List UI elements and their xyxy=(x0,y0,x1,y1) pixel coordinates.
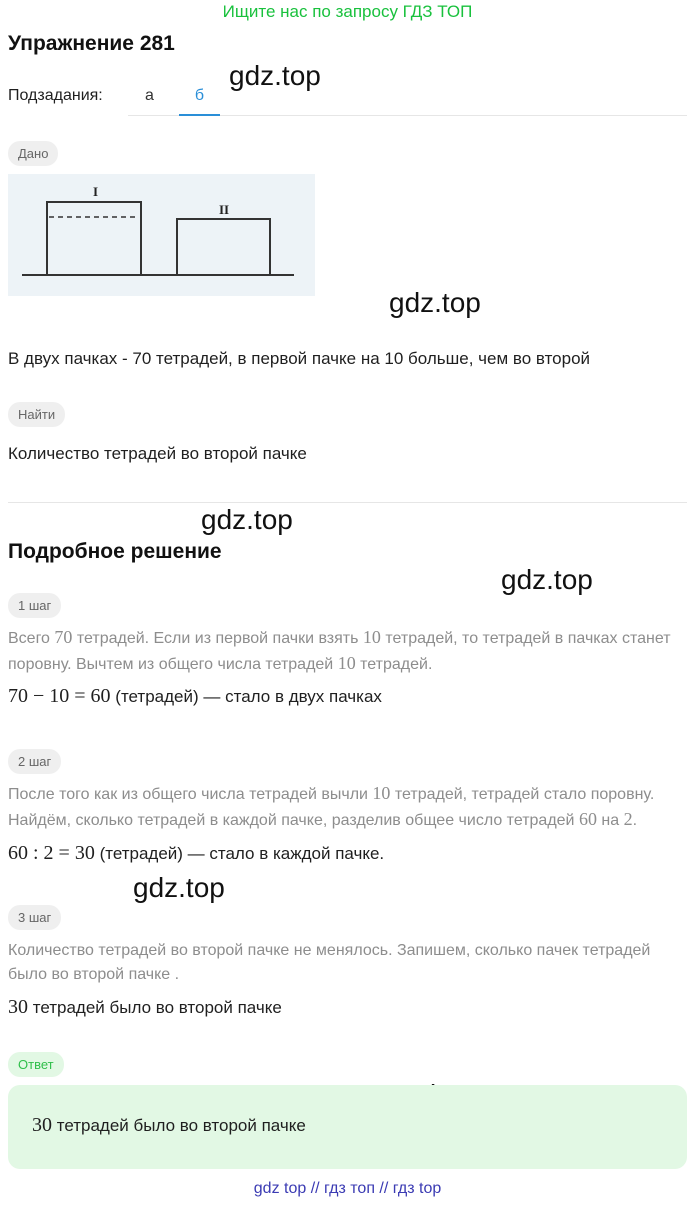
find-pill: Найти xyxy=(8,402,65,427)
step-2-explanation: После того как из общего числа тетрадей вычли 10 тетрадей, тетрадей стало поровну. Найдём, сколько тетрадей в каждой пачке, разделив общее число тетрадей 60 на 2. xyxy=(8,783,655,829)
solution-title: Подробное решение xyxy=(8,540,222,563)
tab-subtask-a[interactable]: а xyxy=(145,87,154,104)
step-3-pill: 3 шаг xyxy=(8,905,61,930)
answer-text: 30 тетрадей было во второй пачке xyxy=(32,1114,306,1136)
figure-label-ii: II xyxy=(219,202,230,217)
answer-pill: Ответ xyxy=(8,1052,64,1077)
task-figure xyxy=(8,174,315,296)
bar-diagram-figure xyxy=(8,174,315,296)
page-title: Упражнение 281 xyxy=(8,32,175,55)
active-tab-indicator xyxy=(179,114,220,116)
watermark: gdz.top xyxy=(201,504,293,535)
find-text: Количество тетрадей во второй пачке xyxy=(8,444,307,463)
step-3-formula: 30 тетрадей было во второй пачке xyxy=(8,996,282,1018)
step-1-formula: 70 − 10 = 60 (тетрадей) — стало в двух пачках xyxy=(8,685,382,707)
footer-links[interactable]: gdz top // гдз топ // гдз top xyxy=(253,1180,442,1197)
search-banner-link[interactable]: Ищите нас по запросу ГДЗ ТОП xyxy=(222,2,473,21)
given-text: В двух пачках - 70 тетрадей, в первой пачке на 10 больше, чем во второй xyxy=(8,349,591,368)
step-3-explanation: Количество тетрадей во второй пачке не менялось. Запишем, сколько пачек тетрадей было во второй пачке . xyxy=(8,942,651,983)
watermark: gdz.top xyxy=(501,564,593,595)
tab-subtask-b[interactable]: б xyxy=(194,87,205,104)
subtasks-label: Подзадания: xyxy=(8,87,103,104)
step-1-pill: 1 шаг xyxy=(8,593,61,618)
figure-label-i: I xyxy=(93,184,99,199)
watermark: gdz.top xyxy=(133,872,225,903)
step-2-pill: 2 шаг xyxy=(8,749,61,774)
watermark: gdz.top xyxy=(229,60,321,91)
given-pill: Дано xyxy=(8,141,58,166)
step-2-formula: 60 : 2 = 30 (тетрадей) — стало в каждой пачке. xyxy=(8,842,385,864)
watermark: gdz.top xyxy=(389,287,481,318)
section-divider xyxy=(8,502,687,503)
step-1-explanation: Всего 70 тетрадей. Если из первой пачки взять 10 тетрадей, то тетрадей в пачках станет поровну. Вычтем из общего числа тетрадей 10 тетрадей. xyxy=(8,627,671,673)
